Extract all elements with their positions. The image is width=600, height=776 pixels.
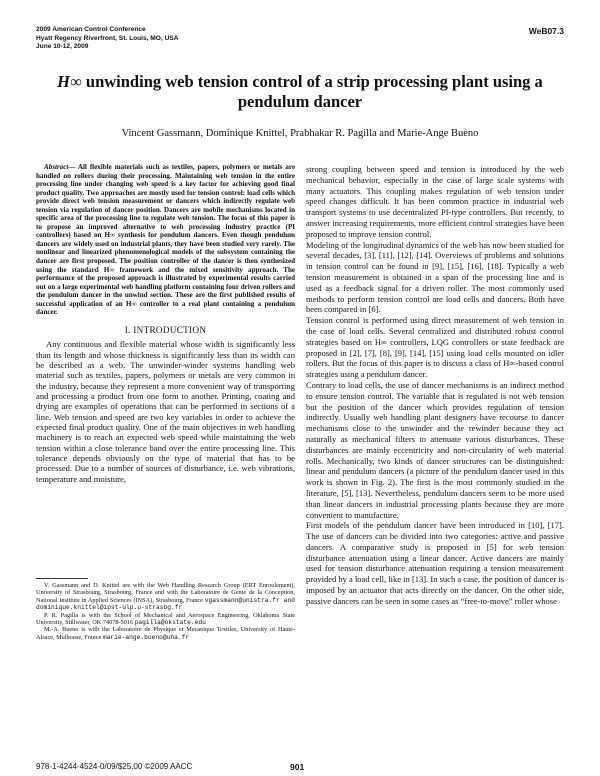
footnote-affiliation-1: V. Gassmann and D. Knittel are with the Web Handling Research Group (ERT Enroulement), University of Strasbourg, Strasbourg, France and with the Laboratoire de Genie de la Conception, National Institute in Applied Sciences (INSA), Strasbourg, France vgassmann@unistra.fr and dominique.knittel@ipst-ulp.u-strasbg.fr [36, 582, 295, 612]
session-code: WeB07.3 [528, 26, 564, 36]
page-number: 901 [290, 762, 305, 772]
footnote-rule [36, 578, 88, 579]
left-column [36, 163, 295, 484]
intro-paragraph: Any continuous and flexible material whose width is significantly less than its length and whose thickness is significantly less than its width can be described as a web. The unwinder-winder systems handling web material such as textiles, papers, polymers or metals are very common in the industry, because they represent a more convenient way of transporting and processing a product from one form to another. Printing, coating and drying are examples of operations that can be performed in sections of a line. Web tension and speed are two key variables in order to achieve the expected final product quality. One of the main objectives in web handling machinery is to reach an expected web speed while maintaining the web tension within a close tolerance band over the entire processing line. This tolerance depends obviously on the type of material that has to be processed. Due to a number of sources of disturbance, i.e. web vibrations, temperature and moisture, [36, 339, 295, 484]
body-paragraph-3: Tension control is performed using direct measurement of web tension in the case of load cells. Several centralized and distributed robust control strategies based on H∞ controllers, LQG controllers or state feedback are proposed in [2], [7], [8], [9], [14], [15] using load cells mounted on idler rollers. But the focus of this paper is to discuss a class of H∞-based control strategies using a pendulum dancer. [306, 315, 564, 380]
paper-authors: Vincent Gassmann, Dominique Knittel, Prabhakar R. Pagilla and Marie-Ange Bueno [121, 128, 479, 139]
conference-name: 2009 American Control Conference [36, 26, 146, 33]
conference-venue: Hyatt Regency Riverfront, St. Louis, MO, USA [36, 34, 179, 42]
paper-title [40, 72, 560, 112]
isbn-footer: 978-1-4244-4524-0/09/$25.00 ©2009 AACC [36, 762, 193, 771]
footnotes [36, 582, 295, 641]
footnote-affiliation-3: M.-A. Bueno is with the Laboratoire de Physique et Mecanique Textiles, University of Haute-Alsace, Mulhouse, France marie-ange.bueno@uha.fr [36, 626, 295, 641]
conference-header [36, 26, 179, 52]
title-symbol: H∞ [57, 72, 82, 91]
footnote-affiliation-2: P. R. Pagilla is with the School of Mechanical and Aerospace Engineering, Oklahoma State University, Stillwater, OK 74078-5016 pagilla@okstate.edu [36, 611, 295, 627]
section-heading-introduction: I. INTRODUCTION [124, 324, 207, 335]
body-paragraph-1: strong coupling between speed and tension is introduced by the web mechanical behavior, especially in the case of large scale systems with many actuators. This coupling makes regulation of web tension under speed changes difficult. It has been common practice in industrial web transport systems to use decentralized PI-type controllers. But recently, to answer increasing requirements, more efficient control strategies have been proposed to improve tension control. [306, 164, 564, 239]
footnote-email-3: marie-ange.bueno@uha.fr [102, 633, 190, 641]
title-text: unwinding web tension control of a strip processing plant using a pendulum dancer [81, 72, 543, 111]
right-column [306, 164, 564, 607]
body-paragraph-5: First models of the pendulum dancer have been introduced in [10], [17]. The use of dancers can be divided into two categories: active and passive dancers. A comparative study is proposed in [5] for web tension disturbance attenuation using a linear dancer. Active dancers are mainly used for tension disturbance attenuation requiring a tension measurement provided by a load cell, like in [13]. In such a case, the position of dancer is imposed by an actuator that acts directly on the dancer. On the other side, passive dancers can be seen in some cases as “free-to-move” roller whose [306, 520, 564, 606]
body-paragraph-2: Modeling of the longitudinal dynamics of the web has now been studied for several decades, [3], [11], [12], [14]. Overviews of problems and solutions in tension control can be found in [9], [15], [16], [18]. Typically a web tension measurement is obtained in a span of the processing line and is used as a feedback signal for a driven roller. The most commonly used methods to perform tension control are load cells and dancers. Both have been compared in [6]. [306, 239, 564, 315]
abstract [36, 163, 295, 317]
conference-dates: June 10-12, 2009 [36, 43, 89, 51]
body-paragraph-4: Contrary to load cells, the use of dancer mechanisms is an indirect method to ensure tension control. The variable that is regulated is not web tension but the position of the dancer which provides regulation of tension indirectly. Usually web handling plant designers have recourse to dancer mechanisms close to the unwinder and the rewinder because they act naturally as mechanical filters to attenuate various disturbances. These disturbances are mainly eccentricity and non-circularity of web material rolls. Mechanically, two kinds of dancer structures can be distinguished: linear and pendulum dancers (a picture of the pendulum dancer used in this work is shown in Fig. 2). The first is the most commonly studied in the literature, [5], [13]. Nevertheless, pendulum dancers seem to be more used than linear dancers in industrial processing plants because they are more convenient to manufacture. [306, 379, 564, 520]
footnote-email-2: pagilla@okstate.edu [134, 619, 206, 627]
footnote-email-1: vgassmann@unistra.fr and dominique.knittel@ipst-ulp.u-strasbg.fr [36, 596, 295, 612]
abstract-lead: Abstract [44, 163, 69, 171]
abstract-text: — All flexible materials such as textiles, papers, polymers or metals are handled on rollers during their processing. Maintaining web tension in the entire processing line under changing web speed is a key factor for achieving good final product quality. Two approaches are mostly used for tension control: load cells which provide direct web tension measurement or dancers which indirectly regulate web tension via regulation of dancer position. Dancers are mobile mechanisms located in specific area of the processing line to regulate web tension. The focus of this paper is to propose an improved alternative to web processing industry practice (PI controllers) based on H∞ synthesis for pendulum dancers. Even though pendulum dancers are widely used on industrial plants, they have been studied very rarely. The nonlinear and linearized phenomenological models of the subsystem containing the dancer are first proposed. The position controller of the dancer is then synthesized using the standard H∞ framework and the mixed sensitivity approach. The performance of the proposed approach is illustrated by experimental results carried out on a large experimental web handling platform containing four driven rollers and the pendulum dancer in the unwind section. These are the first published results of successful application of an H∞ controller to a real plant containing a pendulum dancer. [36, 163, 295, 317]
